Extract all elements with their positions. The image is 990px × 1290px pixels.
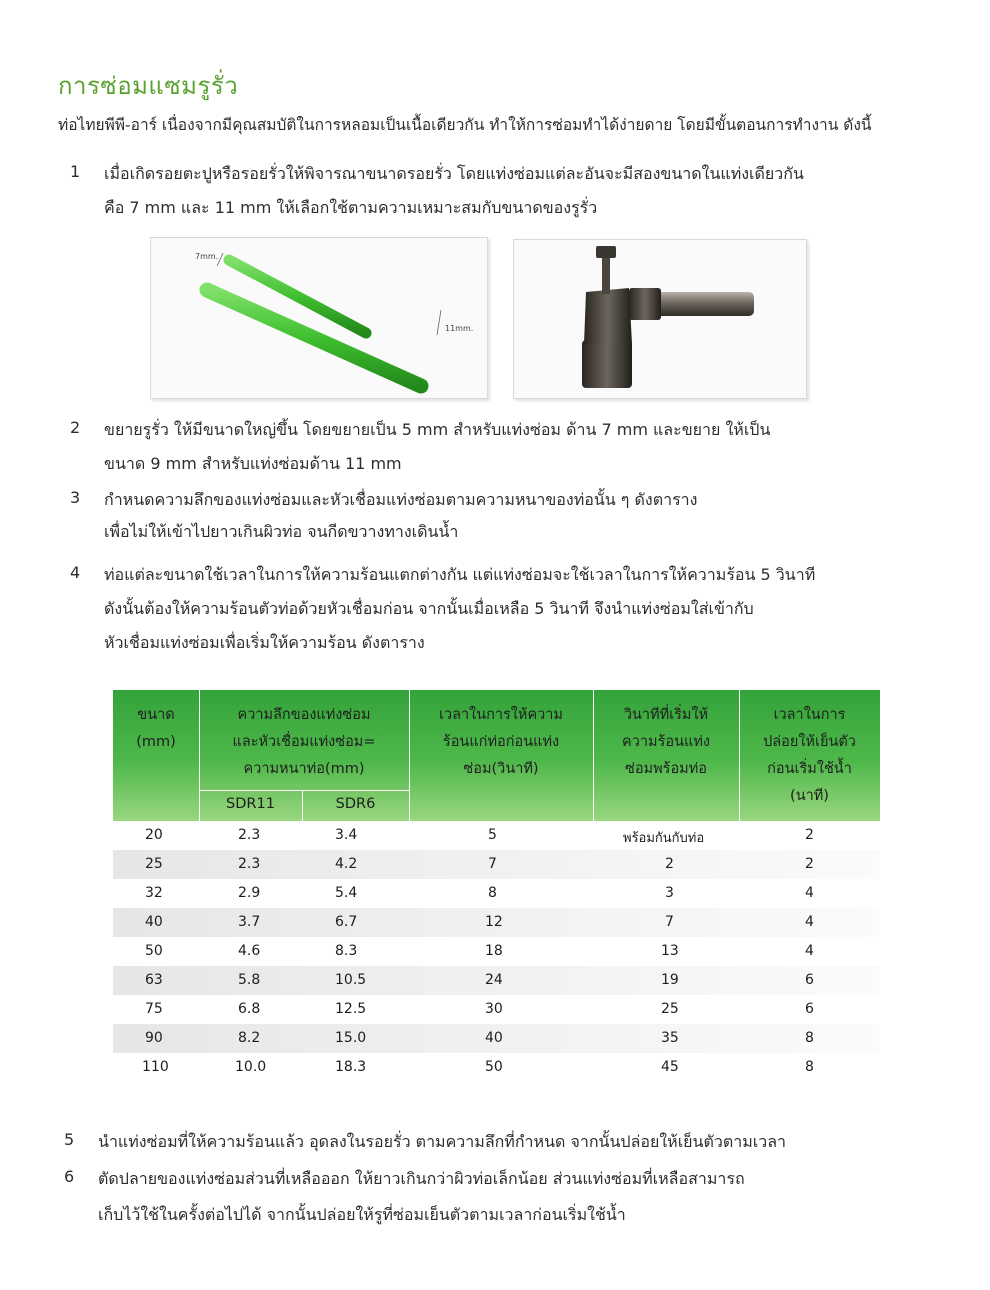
step-number: 1	[70, 162, 81, 181]
table-row	[113, 1024, 880, 1053]
step-text: กำหนดความลึกของแท่งซ่อมและหัวเชื่อมแท่งซ่อมตามความหนาของท่อนั้น ๆ ดังตาราง	[104, 490, 698, 509]
cell-sdr6: 6.7	[335, 914, 358, 930]
cell-sdr6: 12.5	[335, 1001, 367, 1017]
cell-heat-time: 5	[488, 827, 497, 843]
cell-cool-time: 2	[805, 827, 814, 843]
welding-head-illustration	[514, 240, 806, 398]
cell-start-second: 25	[661, 1001, 679, 1017]
cell-sdr6: 15.0	[335, 1030, 367, 1046]
cell-size: 50	[145, 943, 163, 959]
cell-sdr6: 10.5	[335, 972, 367, 988]
repair-rods-illustration	[151, 238, 487, 398]
table-row	[113, 937, 880, 966]
cell-start-second: 19	[661, 972, 679, 988]
cell-sdr6: 8.3	[335, 943, 358, 959]
cell-heat-time: 7	[488, 856, 497, 872]
header-line: และหัวเชื่อมแท่งซ่อม=	[232, 734, 376, 750]
step-number: 3	[70, 488, 81, 507]
cell-cool-time: 8	[805, 1030, 814, 1046]
header-sdr6: SDR6	[335, 796, 376, 812]
cell-sdr11: 3.7	[238, 914, 261, 930]
header-line: ความร้อนแท่ง	[622, 734, 710, 750]
table-row	[113, 995, 880, 1024]
table-row	[113, 879, 880, 908]
step-text: เพื่อไม่ให้เข้าไปยาวเกินผิวท่อ จนกีดขวางทางเดินน้ำ	[104, 522, 459, 541]
cell-sdr11: 10.0	[235, 1059, 267, 1075]
header-sdr11: SDR11	[226, 796, 275, 812]
table-header	[113, 690, 880, 821]
step-number: 2	[70, 418, 81, 437]
step-text: ขนาด 9 mm สำหรับแท่งซ่อมด้าน 11 mm	[104, 454, 402, 473]
cell-heat-time: 18	[485, 943, 503, 959]
header-depth	[199, 702, 409, 783]
cell-size: 25	[145, 856, 163, 872]
table-row	[113, 908, 880, 937]
repair-rods-photo	[150, 237, 488, 399]
table-row	[113, 850, 880, 879]
cell-heat-time: 30	[485, 1001, 503, 1017]
cell-sdr6: 5.4	[335, 885, 358, 901]
cell-sdr11: 6.8	[238, 1001, 261, 1017]
page-title: การซ่อมแซมรูรั่ว	[58, 72, 239, 100]
step-text: ดังนั้นต้องให้ความร้อนตัวท่อด้วยหัวเชื่อมก่อน จากนั้นเมื่อเหลือ 5 วินาที จึงนำแท่งซ่อมใส่เข้ากับ	[104, 599, 754, 618]
header-line: ซ่อมพร้อมท่อ	[625, 761, 707, 777]
header-line: ก่อนเริ่มใช้น้ำ	[767, 761, 852, 777]
step-number: 6	[64, 1167, 75, 1186]
cell-heat-time: 24	[485, 972, 503, 988]
table-row	[113, 966, 880, 995]
header-line: เวลาในการ	[773, 707, 846, 723]
cell-sdr11: 4.6	[238, 943, 261, 959]
cell-size: 32	[145, 885, 163, 901]
cell-start-second: 7	[665, 914, 674, 930]
header-line: ร้อนแก่ท่อก่อนแท่ง	[442, 734, 560, 750]
cell-sdr11: 8.2	[238, 1030, 261, 1046]
header-cool-time	[739, 702, 880, 810]
step-text: คือ 7 mm และ 11 mm ให้เลือกใช้ตามความเหมาะสมกับขนาดของรูรั่ว	[104, 198, 598, 217]
header-heat-time	[409, 702, 593, 783]
table-row	[113, 821, 880, 850]
cell-sdr6: 18.3	[335, 1059, 367, 1075]
header-line: (นาที)	[790, 788, 829, 804]
cell-sdr11: 5.8	[238, 972, 261, 988]
cell-cool-time: 4	[805, 943, 814, 959]
header-line: วินาทีที่เริ่มให้	[623, 707, 709, 723]
cell-cool-time: 2	[805, 856, 814, 872]
cell-heat-time: 8	[488, 885, 497, 901]
cell-heat-time: 40	[485, 1030, 503, 1046]
header-line: ความหนาท่อ(mm)	[243, 761, 365, 777]
welding-head-photo	[513, 239, 807, 399]
header-start-second	[593, 702, 739, 783]
cell-sdr11: 2.9	[238, 885, 261, 901]
step-text: ตัดปลายของแท่งซ่อมส่วนที่เหลือออก ให้ยาวเกินกว่าผิวท่อเล็กน้อย ส่วนแท่งซ่อมที่เหลือสามารถ	[98, 1169, 745, 1188]
cell-size: 40	[145, 914, 163, 930]
intro-text: ท่อไทยพีพี-อาร์ เนื่องจากมีคุณสมบัติในการหลอมเป็นเนื้อเดียวกัน ทำให้การซ่อมทำได้ง่ายดาย โดยมีขั้นตอนการทำงาน ดังนี้	[58, 116, 872, 134]
cell-heat-time: 12	[485, 914, 503, 930]
cell-cool-time: 6	[805, 972, 814, 988]
cell-start-second: พร้อมกันกับท่อ	[623, 831, 705, 846]
cell-start-second: 35	[661, 1030, 679, 1046]
step-text: เก็บไว้ใช้ในครั้งต่อไปได้ จากนั้นปล่อยให้รูที่ซ่อมเย็นตัวตามเวลาก่อนเริ่มใช้น้ำ	[98, 1205, 626, 1224]
header-line: ปล่อยให้เย็นตัว	[763, 734, 856, 750]
cell-size: 90	[145, 1030, 163, 1046]
step-text: หัวเชื่อมแท่งซ่อมเพื่อเริ่มให้ความร้อน ดังตาราง	[104, 633, 425, 652]
rod-label-7mm: 7mm.	[195, 252, 219, 261]
step-text: ท่อแต่ละขนาดใช้เวลาในการให้ความร้อนแตกต่างกัน แต่แท่งซ่อมจะใช้เวลาในการให้ความร้อน 5 วินาที	[104, 565, 816, 584]
step-number: 4	[70, 563, 81, 582]
step-text: ขยายรูรั่ว ให้มีขนาดใหญ่ขึ้น โดยขยายเป็น 5 mm สำหรับแท่งซ่อม ด้าน 7 mm และขยาย ให้เป็น	[104, 420, 771, 439]
cell-start-second: 2	[665, 856, 674, 872]
cell-sdr11: 2.3	[238, 856, 261, 872]
cell-size: 63	[145, 972, 163, 988]
cell-heat-time: 50	[485, 1059, 503, 1075]
cell-size: 20	[145, 827, 163, 843]
header-line: ซ่อม(วินาที)	[463, 761, 539, 777]
cell-sdr6: 3.4	[335, 827, 358, 843]
cell-start-second: 3	[665, 885, 674, 901]
cell-start-second: 13	[661, 943, 679, 959]
step-text: เมื่อเกิดรอยตะปูหรือรอยรั่วให้พิจารณาขนาดรอยรั่ว โดยแท่งซ่อมแต่ละอันจะมีสองขนาดในแท่งเดียวกัน	[104, 164, 804, 183]
header-line: เวลาในการให้ความ	[438, 707, 563, 723]
cell-cool-time: 4	[805, 914, 814, 930]
cell-cool-time: 6	[805, 1001, 814, 1017]
header-line: (mm)	[136, 734, 176, 750]
step-number: 5	[64, 1130, 75, 1149]
rod-label-11mm: 11mm.	[445, 324, 474, 333]
cell-size: 75	[145, 1001, 163, 1017]
header-line: ความลึกของแท่งซ่อม	[237, 707, 371, 723]
header-line: ขนาด	[137, 707, 175, 723]
step-text: นำแท่งซ่อมที่ให้ความร้อนแล้ว อุดลงในรอยรั่ว ตามความลึกที่กำหนด จากนั้นปล่อยให้เย็นตัวตามเวลา	[98, 1132, 787, 1151]
cell-sdr6: 4.2	[335, 856, 358, 872]
cell-start-second: 45	[661, 1059, 679, 1075]
cell-size: 110	[142, 1059, 169, 1075]
cell-cool-time: 4	[805, 885, 814, 901]
table-row	[113, 1053, 880, 1082]
header-size	[113, 702, 199, 756]
cell-cool-time: 8	[805, 1059, 814, 1075]
cell-sdr11: 2.3	[238, 827, 261, 843]
